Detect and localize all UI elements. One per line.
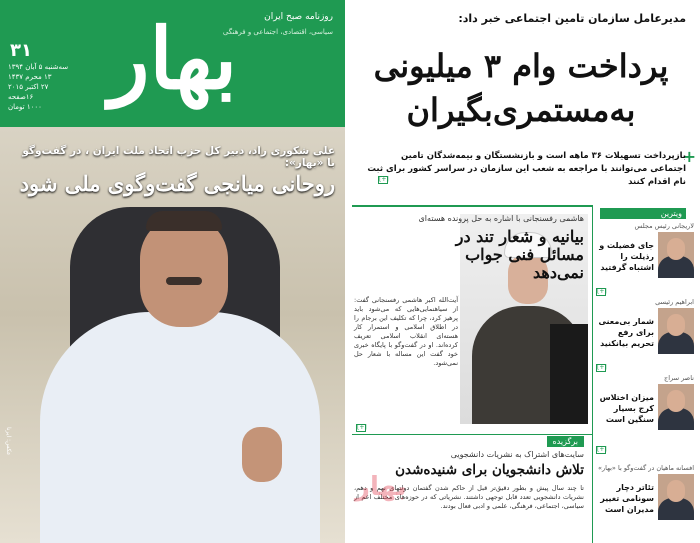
chair-back [550, 324, 588, 424]
site-watermark: بهار [355, 472, 407, 502]
photo-story-super: علی شکوری راد، دبیر کل حزب اتحاد ملت ایران ، در گفت‌وگو با «بهار»: [22, 145, 335, 169]
chosen-text: تا چند سال پیش و بطور دقیق‌تر قبل از حاکم شدن گفتمان دولتهای نهم و دهم، نشریات دانشجویی تعدد قابل توجهی داشتند. نشریاتی که در حوزه‌های مختلف اعم از سیاسی، اجتماعی، فرهنگی، علمی و ادبی فعال بودند. [354, 484, 584, 510]
lead-headline[interactable] [356, 44, 686, 132]
chosen-title[interactable]: تلاش دانشجویان برای شنیده‌شدن [395, 462, 584, 478]
sidebar-item-super: افسانه ماهیان در گفت‌وگو با «بهار» [598, 464, 694, 472]
man-hand [242, 427, 282, 482]
chosen-tag: برگزیده [547, 436, 584, 447]
sidebar-item-title: شمار بی‌معنی برای رفع تحریم بیانکنید [598, 317, 654, 348]
feature-super: هاشمی رفسنجانی با اشاره به حل پرونده هسته‌ای [418, 214, 584, 223]
sidebar-item-super: ابراهیم رئیسی [655, 298, 694, 306]
sidebar-item-super: ناصر سراج [664, 374, 694, 382]
sidebar-item[interactable] [596, 462, 694, 532]
date-line: سه‌شنبه ۵ آبان ۱۳۹۴ [8, 63, 69, 71]
sidebar-item-title: تئاتر دچار سونامی تغییر مدیران است [600, 483, 654, 514]
sidebar-divider [592, 205, 593, 543]
sidebar-photo [658, 474, 694, 520]
more-marker-icon[interactable]: [+] [379, 176, 389, 183]
photo-credit: عکس: ایرنا [5, 427, 12, 456]
sidebar-item[interactable] [596, 372, 694, 442]
date-line: ۲۷ اکتبر ۲۰۱۵ [8, 83, 49, 91]
photo-story-title[interactable]: روحانی میانجی گفت‌وگوی ملی شود [19, 171, 335, 196]
more-marker-icon[interactable]: [+] [357, 424, 367, 431]
feature-title[interactable]: بیانیه و شعار تند در مسائل فنی جواب نمی‌دهد [455, 227, 584, 282]
man-shirt [40, 312, 320, 543]
sidebar-item-title: جای فضیلت و رذیلت را اشتباه گرفتید [599, 241, 654, 272]
masthead-tagline: روزنامه صبح ایران [264, 12, 333, 22]
plus-icon: + [682, 147, 696, 166]
chosen-super: سایت‌های اشتراک به نشریات دانشجویی [450, 450, 584, 459]
lead-kicker: مدیرعامل سازمان تامین اجتماعی خبر داد: [458, 12, 686, 25]
masthead [0, 0, 345, 127]
man-hair [146, 211, 222, 231]
sidebar-item-super: لاریجانی رئیس مجلس [634, 222, 694, 230]
sidebar-photo [658, 384, 694, 430]
lead-paragraph: بازپرداخت تسهیلات ۳۶ ماهه است و بازنشستگان و بیمه‌شدگان تامین اجتماعی می‌توانند با مراجعه به شعب این سازمان در سراسر کشور برای ثبت نام اقدام کنند [367, 151, 686, 187]
feature-text: آیت‌الله اکبر هاشمی رفسنجانی گفت: از سیاهنمایی‌هایی که می‌شود باید پرهیز کرد، چرا که تکلیف این برجام را در اطلاق اسلامی و استمرار کار هسته‌ای انقلاب اسلامی تعریف کرده‌اند. او در گفت‌وگو با پایگاه خبری خود گفت این مساله با شعار حل نمی‌شود. [354, 296, 458, 367]
headline-line: به‌مستمری‌بگیران [406, 91, 636, 129]
sidebar-photo [658, 308, 694, 354]
issue-number: ۳۱ [10, 40, 32, 61]
more-marker-icon[interactable]: [+] [597, 364, 607, 371]
date-line: ۱۰۰۰ تومان [8, 103, 42, 111]
newspaper-logo: بهار [108, 9, 238, 108]
headline-line: پرداخت وام ۳ میلیونی [373, 47, 669, 85]
sidebar-photo [658, 232, 694, 278]
man-head [140, 215, 228, 327]
sidebar-item-title: میزان اختلاس کرج بسیار سنگین است [599, 393, 654, 424]
date-line: ۱۶صفحه [8, 93, 34, 101]
issue-dates [8, 62, 68, 112]
more-marker-icon[interactable]: [+] [597, 288, 607, 295]
man-mustache [166, 277, 202, 285]
sidebar-label: ویترین [600, 208, 686, 219]
masthead-subtitle: سیاسی، اقتصادی، اجتماعی و فرهنگی [222, 28, 333, 36]
date-line: ۱۳ محرم ۱۴۳۷ [8, 73, 52, 81]
sidebar-item[interactable] [596, 220, 694, 290]
photo-story[interactable] [0, 127, 345, 543]
sidebar-item[interactable] [596, 296, 694, 366]
section-divider [352, 434, 592, 435]
more-marker-icon[interactable]: [+] [597, 446, 607, 453]
section-divider [352, 205, 592, 207]
